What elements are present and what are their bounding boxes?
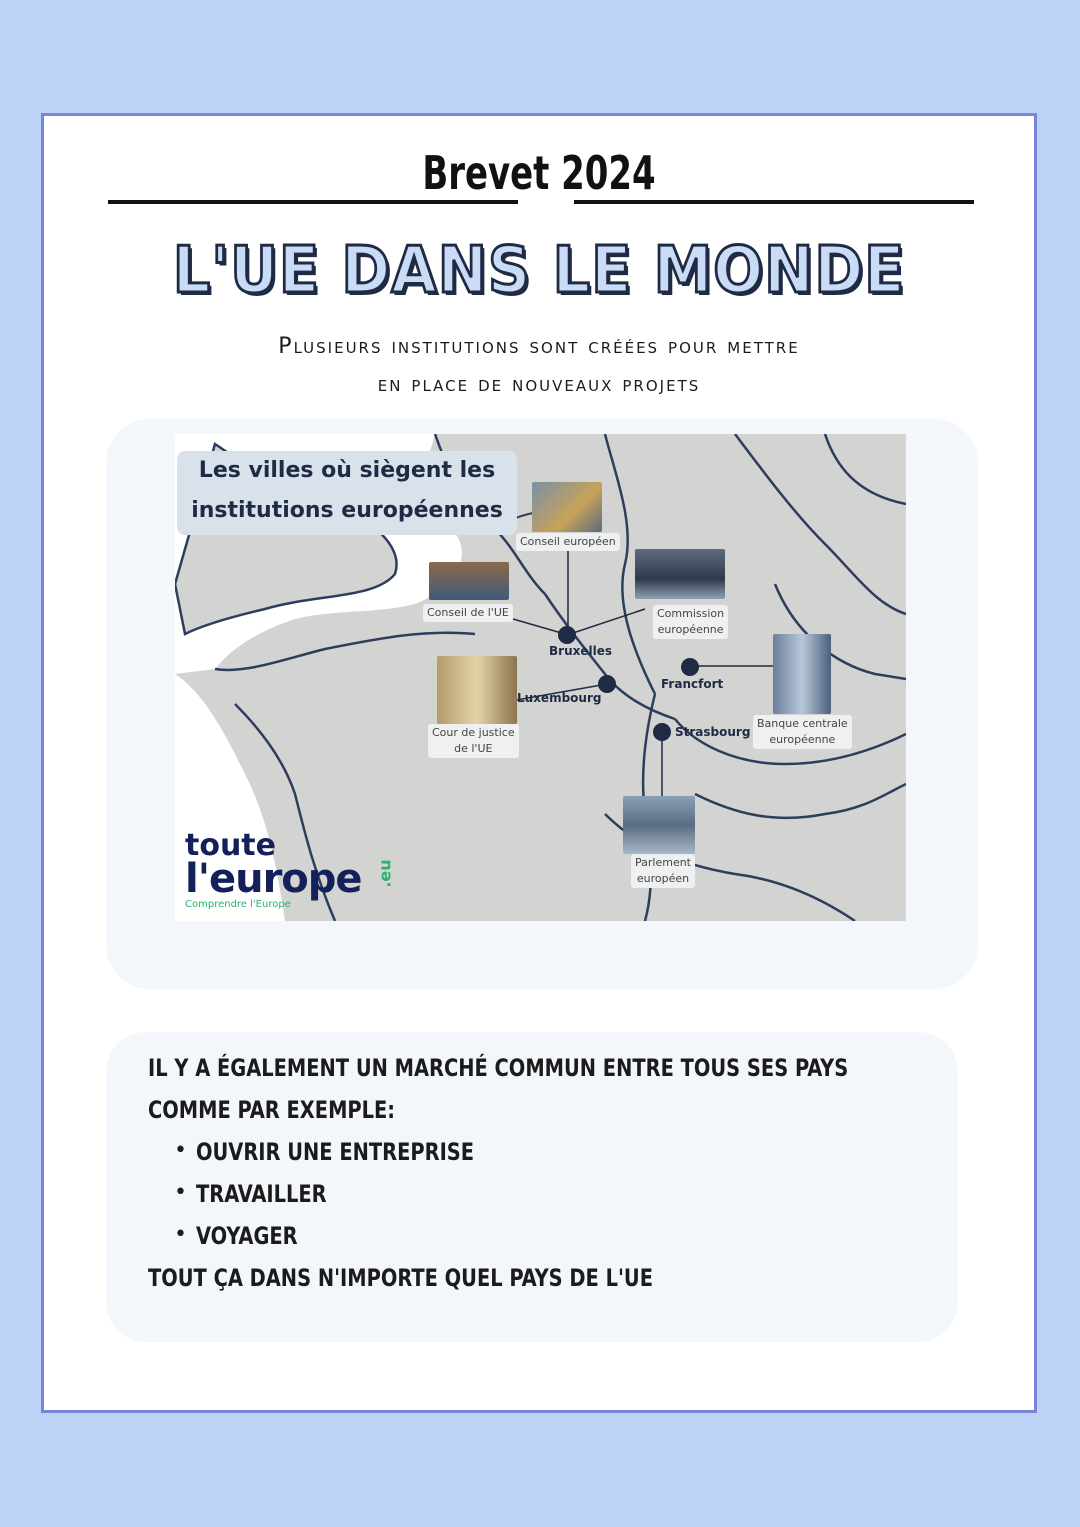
page-sheet xyxy=(41,113,1037,1413)
city-label-strasbourg: Strasbourg xyxy=(675,725,751,739)
logo-line-1: toute xyxy=(185,828,276,863)
logo-line-2: l'europe xyxy=(185,856,362,902)
label-conseil-europeen: Conseil européen xyxy=(516,533,620,551)
subtitle-line-1: Plusieurs institutions sont créées pour mettre xyxy=(278,334,800,359)
bullet-dot-1: • xyxy=(174,1138,187,1163)
market-conclusion: TOUT ÇA DANS N'IMPORTE QUEL PAYS DE L'UE xyxy=(148,1264,653,1292)
institutions-map xyxy=(175,434,906,921)
subtitle-line-2: en place de nouveaux projets xyxy=(377,372,701,397)
label-commission-line-2: européenne xyxy=(657,623,724,636)
brevet-heading: Brevet 2024 xyxy=(422,146,656,200)
city-label-bruxelles: Bruxelles xyxy=(549,644,612,658)
logo-tagline: Comprendre l'Europe xyxy=(185,899,291,910)
city-dot-francfort xyxy=(681,658,699,676)
map-title-box xyxy=(177,451,517,535)
heading-rule-left xyxy=(108,200,518,204)
bullet-dot-2: • xyxy=(174,1180,187,1205)
toute-leurope-logo xyxy=(185,828,395,912)
page-title: L'UE DANS LE MONDE xyxy=(172,234,906,308)
parlement-building-image xyxy=(623,796,695,854)
heading-rule-right xyxy=(574,200,974,204)
market-line-1: IL Y A ÉGALEMENT UN MARCHÉ COMMUN ENTRE TOUS SES PAYS xyxy=(148,1054,849,1082)
conseil-ue-building-image xyxy=(429,562,509,600)
map-title-line-2: institutions européennes xyxy=(191,498,503,523)
map-title-line-1: Les villes où siègent les xyxy=(198,458,496,483)
banque-centrale-building-image xyxy=(773,634,831,714)
page-subtitle xyxy=(104,328,974,404)
label-cour-justice xyxy=(428,724,519,758)
market-line-2: COMME PAR EXEMPLE: xyxy=(148,1096,396,1124)
label-conseil-ue: Conseil de l'UE xyxy=(423,604,513,622)
label-cour-line-2: de l'UE xyxy=(454,742,493,755)
label-banque-centrale xyxy=(753,715,852,749)
label-banque-line-2: européenne xyxy=(769,733,836,746)
label-parlement xyxy=(631,854,695,888)
bullet-dot-3: • xyxy=(174,1222,187,1247)
label-parlement-line-2: européen xyxy=(636,872,690,885)
logo-suffix: .eu xyxy=(375,859,395,888)
commission-building-image xyxy=(635,549,725,599)
conseil-europeen-building-image xyxy=(532,482,602,532)
label-cour-line-1: Cour de justice xyxy=(432,726,515,739)
label-commission-line-1: Commission xyxy=(657,607,725,620)
label-parlement-line-1: Parlement xyxy=(635,856,691,869)
market-item-1: OUVRIR UNE ENTREPRISE xyxy=(196,1138,475,1166)
cour-justice-building-image xyxy=(437,656,517,724)
city-label-luxembourg: Luxembourg xyxy=(517,691,602,705)
label-banque-line-1: Banque centrale xyxy=(757,717,848,730)
city-dot-bruxelles xyxy=(558,626,576,644)
label-commission xyxy=(653,605,728,639)
market-card xyxy=(106,1032,958,1342)
city-label-francfort: Francfort xyxy=(661,677,724,691)
city-dot-strasbourg xyxy=(653,723,671,741)
market-item-2: TRAVAILLER xyxy=(196,1180,327,1208)
market-item-3: VOYAGER xyxy=(196,1222,298,1250)
